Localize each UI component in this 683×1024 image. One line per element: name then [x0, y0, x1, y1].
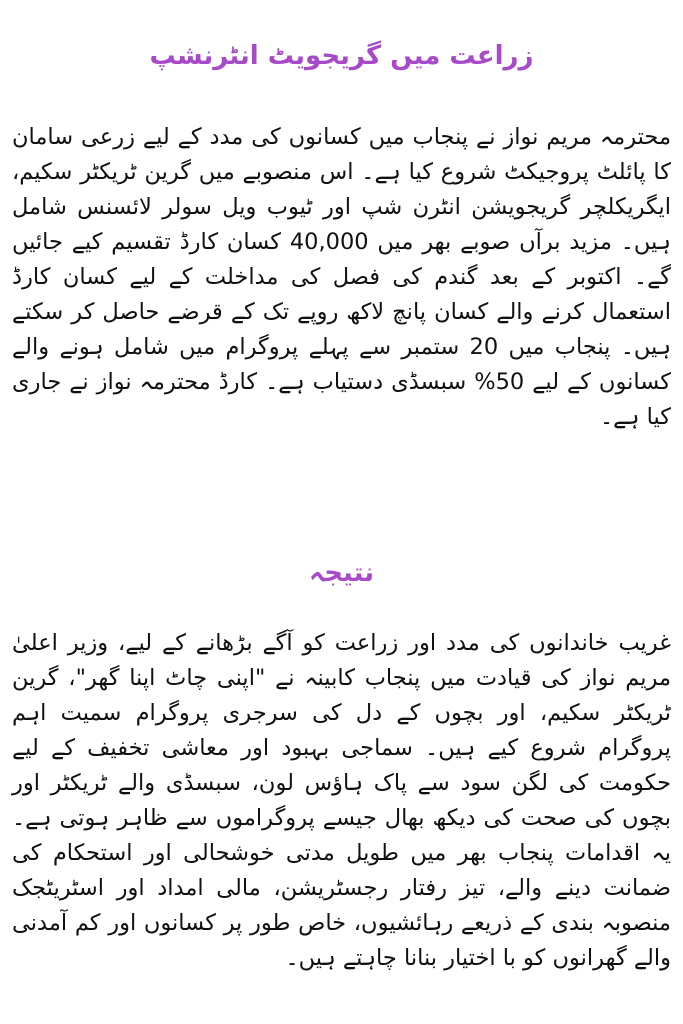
section-body-internship: محترمہ مریم نواز نے پنجاب میں کسانوں کی مدد کے لیے زرعی سامان کا پائلٹ پروجیکٹ شروع کیا ہے۔ اس منصوبے میں گرین ٹریکٹر سکیم، ایگریکلچر گریجویشن انٹرن شپ اور ٹیوب ویل سولر لائسنس شامل ہیں۔ مزید برآں صوبے بھر میں 40,000 کسان کارڈ تقسیم کیے جائیں گے۔ اکتوبر کے بعد گندم کی فصل کی مداخلت کے لیے کسان کارڈ استعمال کرنے والے کسان پانچ لاکھ روپے تک کے قرضے حاصل کر سکتے ہیں۔ پنجاب میں 20 ستمبر سے پہلے پروگرام میں شامل ہونے والے کسانوں کے لیے 50% سبسڈی دستیاب ہے۔ کارڈ محترمہ نواز نے جاری کیا ہے۔ — [12, 124, 672, 430]
section-title-conclusion: نتیجہ — [309, 557, 374, 588]
section-body-conclusion: غریب خاندانوں کی مدد اور زراعت کو آگے بڑھانے کے لیے، وزیر اعلیٰ مریم نواز کی قیادت میں پنجاب کابینہ نے "اپنی چاٹ اپنا گھر"، گرین ٹریکٹر سکیم، اور بچوں کے دل کی سرجری پروگرام سمیت اہم پروگرام شروع کیے ہیں۔ سماجی بہبود اور معاشی تخفیف کے لیے حکومت کی لگن سود سے پاک ہاؤس لون، سبسڈی والے ٹریکٹر اور بچوں کی صحت کی دیکھ بھال جیسے پروگراموں سے ظاہر ہوتی ہے۔ یہ اقدامات پنجاب بھر میں طویل مدتی خوشحالی اور استحکام کی ضمانت دینے والے، تیز رفتار رجسٹریشن، مالی امداد اور اسٹریٹجک منصوبہ بندی کے ذریعے رہائشیوں، خاص طور پر کسانوں اور کم آمدنی والے گھرانوں کو با اختیار بنانا چاہتے ہیں۔ — [12, 630, 671, 971]
section-title-internship: زراعت میں گریجویٹ انٹرنشپ — [149, 41, 534, 72]
